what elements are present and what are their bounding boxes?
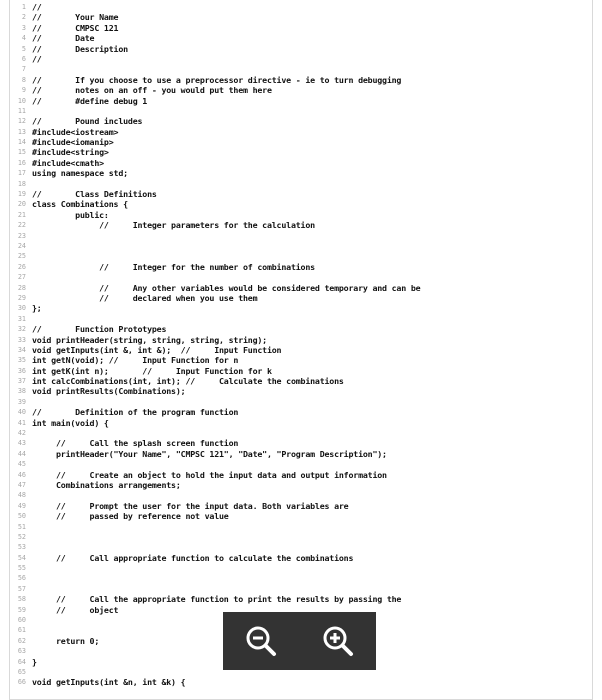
code-text: #include<iomanip> bbox=[32, 137, 114, 148]
line-number: 24 bbox=[17, 241, 26, 250]
code-text: void printResults(Combinations); bbox=[32, 386, 186, 397]
code-text: // Call appropriate function to calculate the combinations bbox=[32, 552, 354, 563]
line-number: 40 bbox=[17, 408, 26, 417]
code-text: int getK(int n); // Input Function for k bbox=[32, 365, 272, 376]
line-number: 49 bbox=[17, 501, 26, 510]
line-number: 33 bbox=[17, 335, 26, 344]
code-line bbox=[10, 293, 592, 303]
line-number: 50 bbox=[17, 512, 26, 521]
line-number: 43 bbox=[17, 439, 26, 448]
code-line bbox=[10, 677, 592, 687]
line-number: 7 bbox=[21, 65, 26, 74]
code-line bbox=[10, 407, 592, 417]
line-number: 21 bbox=[17, 210, 26, 219]
code-text: // Class Definitions bbox=[32, 189, 157, 200]
line-number: 46 bbox=[17, 470, 26, 479]
code-line bbox=[10, 459, 592, 469]
line-number: 3 bbox=[21, 23, 26, 32]
code-text: // CMPSC 121 bbox=[32, 22, 119, 33]
line-number: 30 bbox=[17, 304, 26, 313]
code-line bbox=[10, 272, 592, 282]
code-text: Combinations arrangements; bbox=[32, 479, 181, 490]
code-text: // object bbox=[32, 604, 119, 615]
line-number: 53 bbox=[17, 543, 26, 552]
code-text: #include<cmath> bbox=[32, 157, 104, 168]
code-line bbox=[10, 12, 592, 22]
line-number: 18 bbox=[17, 179, 26, 188]
code-line bbox=[10, 438, 592, 448]
line-number: 32 bbox=[17, 325, 26, 334]
line-number: 51 bbox=[17, 522, 26, 531]
line-number: 45 bbox=[17, 460, 26, 469]
line-number: 56 bbox=[17, 574, 26, 583]
code-text: public: bbox=[32, 209, 109, 220]
code-line bbox=[10, 168, 592, 178]
code-line bbox=[10, 376, 592, 386]
line-number: 44 bbox=[17, 449, 26, 458]
code-text: }; bbox=[32, 303, 42, 314]
line-number: 36 bbox=[17, 366, 26, 375]
code-text: // Call the splash screen function bbox=[32, 438, 239, 449]
code-line bbox=[10, 532, 592, 542]
code-line bbox=[10, 64, 592, 74]
code-line bbox=[10, 116, 592, 126]
line-number: 61 bbox=[17, 626, 26, 635]
code-text: // declared when you use them bbox=[32, 292, 258, 303]
code-text: // Prompt the user for the input data. Both variables are bbox=[32, 500, 349, 511]
line-number: 42 bbox=[17, 429, 26, 438]
code-line bbox=[10, 75, 592, 85]
line-number: 48 bbox=[17, 491, 26, 500]
line-number: 28 bbox=[17, 283, 26, 292]
line-number: 6 bbox=[21, 54, 26, 63]
code-text: #include<iostream> bbox=[32, 126, 119, 137]
code-line bbox=[10, 573, 592, 583]
line-number: 16 bbox=[17, 158, 26, 167]
code-line bbox=[10, 106, 592, 116]
code-listing bbox=[10, 2, 592, 688]
code-text: // Definition of the program function bbox=[32, 407, 239, 418]
line-number: 4 bbox=[21, 34, 26, 43]
line-number: 38 bbox=[17, 387, 26, 396]
zoom-controls bbox=[223, 612, 376, 670]
code-line bbox=[10, 147, 592, 157]
code-line bbox=[10, 418, 592, 428]
code-text: int calcCombinations(int, int); // Calculate the combinations bbox=[32, 376, 344, 387]
code-text: void getInputs(int &, int &); // Input Function bbox=[32, 344, 282, 355]
code-line bbox=[10, 584, 592, 594]
line-number: 29 bbox=[17, 293, 26, 302]
line-number: 31 bbox=[17, 314, 26, 323]
code-line bbox=[10, 158, 592, 168]
code-text: using namespace std; bbox=[32, 168, 128, 179]
line-number: 25 bbox=[17, 252, 26, 261]
code-line bbox=[10, 480, 592, 490]
code-line bbox=[10, 542, 592, 552]
code-text: } bbox=[32, 656, 37, 667]
code-line bbox=[10, 345, 592, 355]
code-text: #include<string> bbox=[32, 147, 109, 158]
code-line bbox=[10, 522, 592, 532]
code-line bbox=[10, 283, 592, 293]
code-text: // bbox=[32, 2, 42, 12]
code-text: void getInputs(int &n, int &k) { bbox=[32, 677, 186, 688]
line-number: 20 bbox=[17, 200, 26, 209]
code-text: // Date bbox=[32, 33, 95, 44]
code-line bbox=[10, 2, 592, 12]
code-text: // Your Name bbox=[32, 12, 119, 23]
code-line bbox=[10, 220, 592, 230]
code-text: void printHeader(string, string, string, string); bbox=[32, 334, 267, 345]
line-number: 10 bbox=[17, 96, 26, 105]
code-line bbox=[10, 355, 592, 365]
code-text: // Pound includes bbox=[32, 116, 143, 127]
line-number: 60 bbox=[17, 616, 26, 625]
line-number: 22 bbox=[17, 221, 26, 230]
code-text: int getN(void); // Input Function for n bbox=[32, 355, 239, 366]
line-number: 59 bbox=[17, 605, 26, 614]
zoom-in-icon bbox=[321, 624, 355, 658]
code-line bbox=[10, 511, 592, 521]
line-number: 1 bbox=[21, 3, 26, 11]
code-line bbox=[10, 553, 592, 563]
line-number: 14 bbox=[17, 138, 26, 147]
code-line bbox=[10, 501, 592, 511]
code-line bbox=[10, 563, 592, 573]
code-line bbox=[10, 386, 592, 396]
code-text: int main(void) { bbox=[32, 417, 109, 428]
code-line bbox=[10, 210, 592, 220]
line-number: 17 bbox=[17, 169, 26, 178]
code-text: // Description bbox=[32, 43, 128, 54]
code-line bbox=[10, 189, 592, 199]
code-text: // #define debug 1 bbox=[32, 95, 148, 106]
code-viewer bbox=[9, 0, 593, 700]
code-text: return 0; bbox=[32, 635, 100, 646]
code-line bbox=[10, 179, 592, 189]
line-number: 63 bbox=[17, 647, 26, 656]
line-number: 35 bbox=[17, 356, 26, 365]
line-number: 54 bbox=[17, 553, 26, 562]
code-text: // If you choose to use a preprocessor directive - ie to turn debugging bbox=[32, 74, 402, 85]
line-number: 9 bbox=[21, 86, 26, 95]
line-number: 58 bbox=[17, 595, 26, 604]
line-number: 27 bbox=[17, 273, 26, 282]
line-number: 15 bbox=[17, 148, 26, 157]
code-text: // Integer for the number of combinations bbox=[32, 261, 315, 272]
line-number: 19 bbox=[17, 190, 26, 199]
code-text: // passed by reference not value bbox=[32, 511, 229, 522]
code-line bbox=[10, 366, 592, 376]
zoom-in-button[interactable] bbox=[318, 621, 358, 661]
code-text: // notes on an off - you would put them here bbox=[32, 85, 272, 96]
code-text: printHeader("Your Name", "CMPSC 121", "Date", "Program Description"); bbox=[32, 448, 387, 459]
code-line bbox=[10, 137, 592, 147]
code-line bbox=[10, 127, 592, 137]
line-number: 5 bbox=[21, 44, 26, 53]
line-number: 57 bbox=[17, 584, 26, 593]
code-text: // Function Prototypes bbox=[32, 324, 167, 335]
code-line bbox=[10, 397, 592, 407]
line-number: 11 bbox=[17, 106, 26, 115]
code-text: // Integer parameters for the calculation bbox=[32, 220, 315, 231]
line-number: 34 bbox=[17, 345, 26, 354]
line-number: 66 bbox=[17, 678, 26, 687]
code-line bbox=[10, 54, 592, 64]
code-line bbox=[10, 490, 592, 500]
line-number: 65 bbox=[17, 668, 26, 676]
code-text: class Combinations { bbox=[32, 199, 128, 210]
zoom-out-button[interactable] bbox=[241, 621, 281, 661]
line-number: 8 bbox=[21, 75, 26, 84]
line-number: 52 bbox=[17, 532, 26, 541]
code-line bbox=[10, 335, 592, 345]
code-line bbox=[10, 241, 592, 251]
line-number: 39 bbox=[17, 397, 26, 406]
code-text: // Any other variables would be considered temporary and can be bbox=[32, 282, 421, 293]
code-line bbox=[10, 470, 592, 480]
code-line bbox=[10, 96, 592, 106]
code-line bbox=[10, 44, 592, 54]
code-line bbox=[10, 314, 592, 324]
code-line bbox=[10, 199, 592, 209]
code-line bbox=[10, 428, 592, 438]
code-text: // Create an object to hold the input data and output information bbox=[32, 469, 387, 480]
code-line bbox=[10, 231, 592, 241]
line-number: 62 bbox=[17, 636, 26, 645]
line-number: 26 bbox=[17, 262, 26, 271]
code-line bbox=[10, 594, 592, 604]
code-line bbox=[10, 303, 592, 313]
code-text: // bbox=[32, 53, 42, 64]
code-line bbox=[10, 85, 592, 95]
code-line bbox=[10, 251, 592, 261]
line-number: 13 bbox=[17, 127, 26, 136]
line-number: 23 bbox=[17, 231, 26, 240]
code-line bbox=[10, 324, 592, 334]
line-number: 55 bbox=[17, 564, 26, 573]
line-number: 2 bbox=[21, 13, 26, 22]
code-text: // Call the appropriate function to print the results by passing the bbox=[32, 594, 402, 605]
code-line bbox=[10, 23, 592, 33]
line-number: 64 bbox=[17, 657, 26, 666]
code-line bbox=[10, 449, 592, 459]
zoom-out-icon bbox=[244, 624, 278, 658]
line-number: 37 bbox=[17, 377, 26, 386]
line-number: 41 bbox=[17, 418, 26, 427]
code-line bbox=[10, 33, 592, 43]
code-line bbox=[10, 262, 592, 272]
line-number: 12 bbox=[17, 117, 26, 126]
line-number: 47 bbox=[17, 480, 26, 489]
